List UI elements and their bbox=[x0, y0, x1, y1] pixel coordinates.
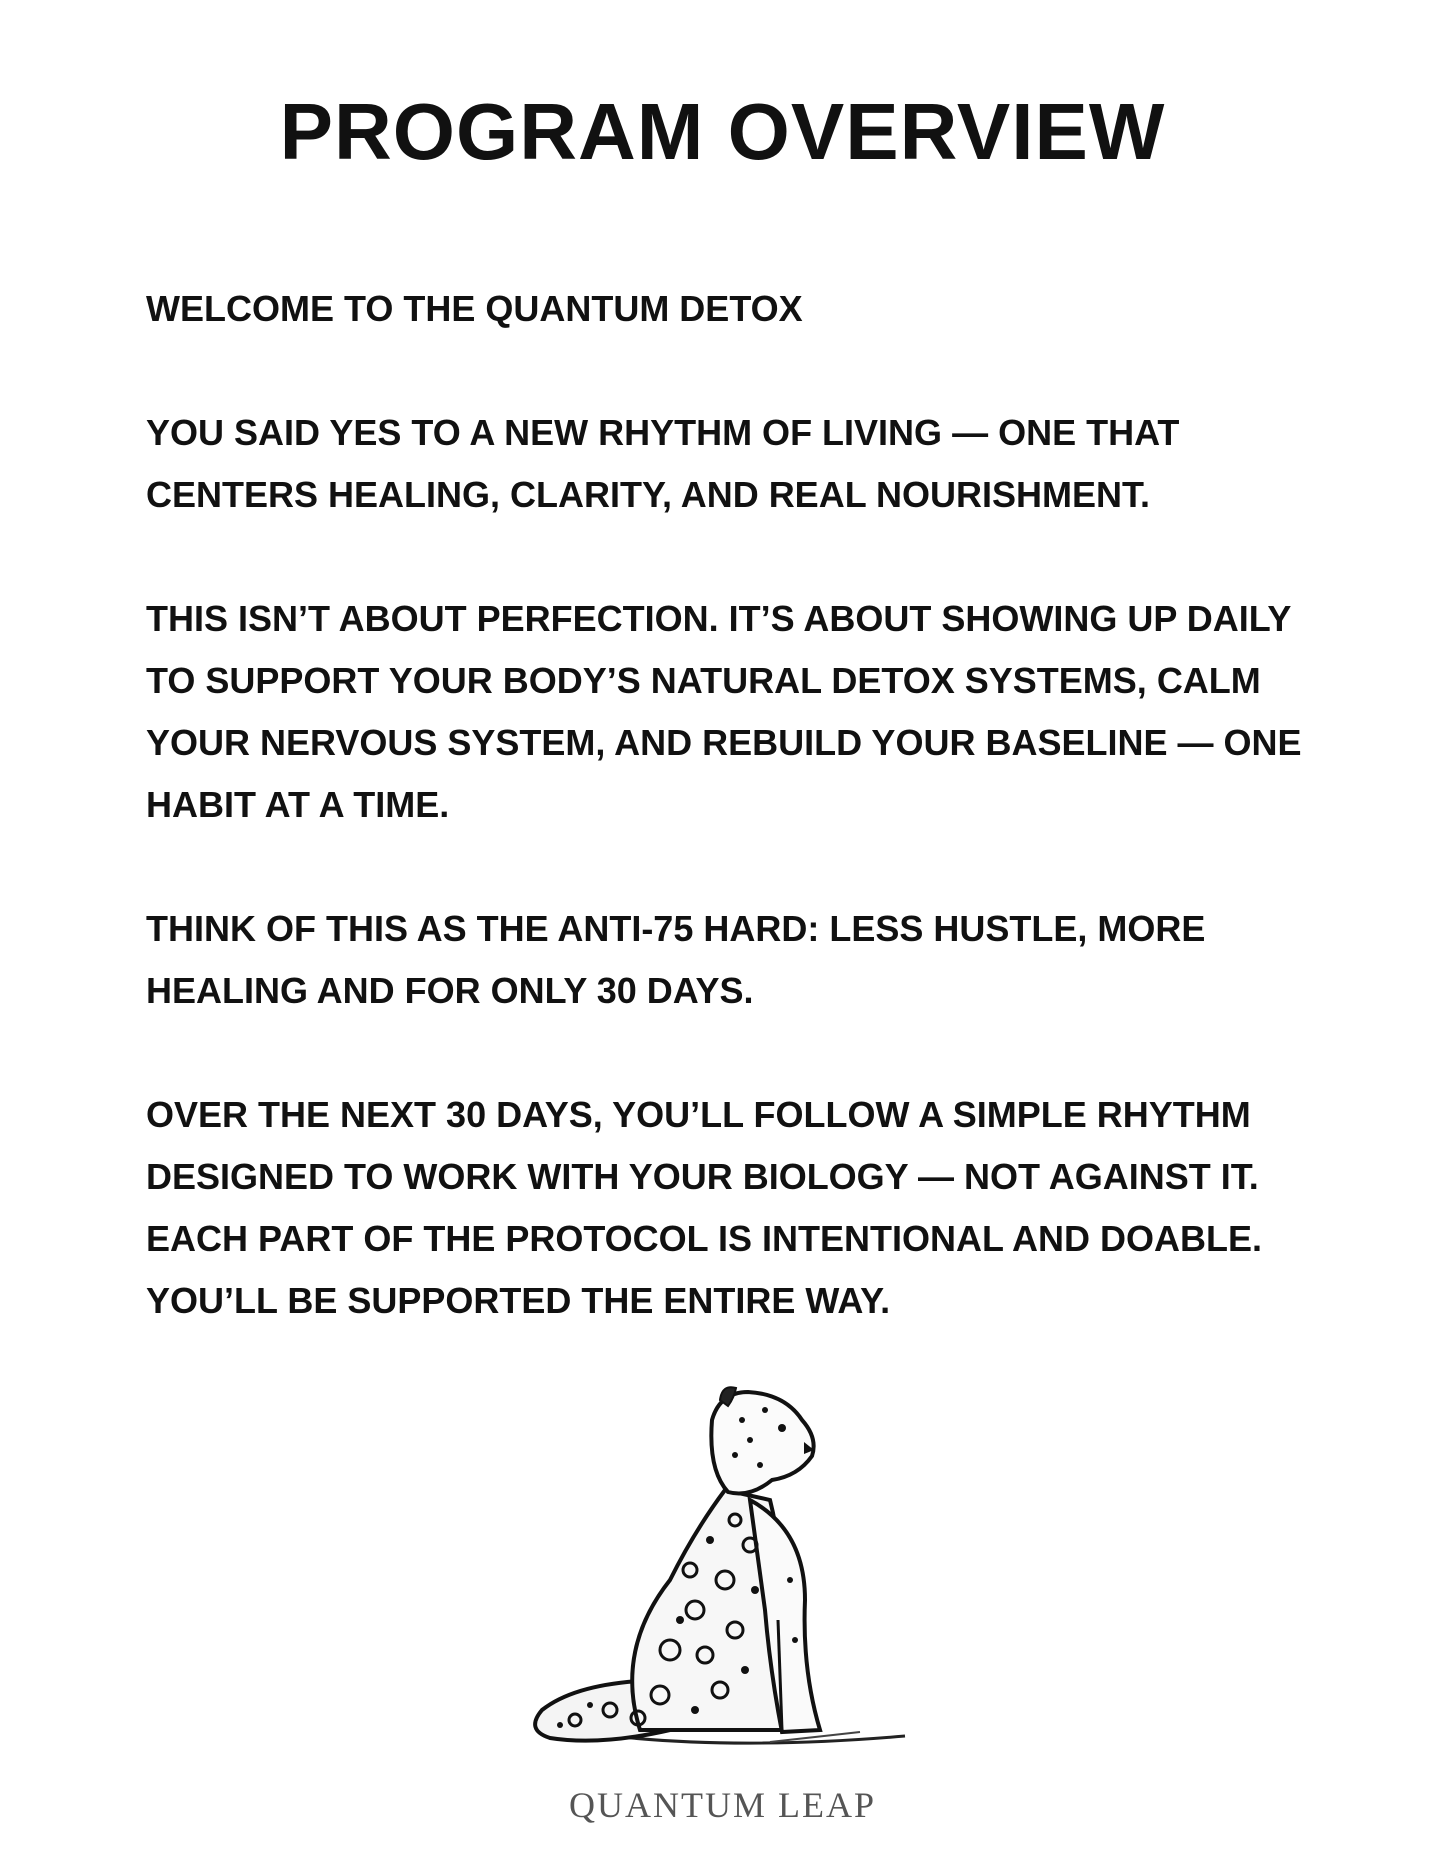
page-title: PROGRAM OVERVIEW bbox=[279, 87, 1166, 176]
paragraph-next-30-days: OVER THE NEXT 30 DAYS, YOU’LL FOLLOW A SIMPLE RHYTHM DESIGNED TO WORK WITH YOUR BIOLOGY — NOT AGAINST IT. EACH PART OF THE PROTOCOL IS INTENTIONAL AND DOABLE. YOU’LL BE SUPPORTED THE ENTIRE WAY. bbox=[146, 1094, 1263, 1321]
leopard-illustration-icon bbox=[520, 1380, 920, 1760]
paragraph-intro: YOU SAID YES TO A NEW RHYTHM OF LIVING — ONE THAT CENTERS HEALING, CLARITY, AND REAL NOURISHMENT. bbox=[146, 412, 1180, 515]
paragraph-welcome: WELCOME TO THE QUANTUM DETOX bbox=[146, 288, 803, 329]
paragraph-perfection: THIS ISN’T ABOUT PERFECTION. IT’S ABOUT SHOWING UP DAILY TO SUPPORT YOUR BODY’S NATURAL DETOX SYSTEMS, CALM YOUR NERVOUS SYSTEM, AND REBUILD YOUR BASELINE — ONE HABIT AT A TIME. bbox=[146, 598, 1302, 825]
brand-name: QUANTUM LEAP bbox=[569, 1785, 876, 1825]
paragraph-anti-75: THINK OF THIS AS THE ANTI-75 HARD: LESS HUSTLE, MORE HEALING AND FOR ONLY 30 DAYS. bbox=[146, 908, 1206, 1011]
body-text bbox=[146, 278, 1326, 1394]
